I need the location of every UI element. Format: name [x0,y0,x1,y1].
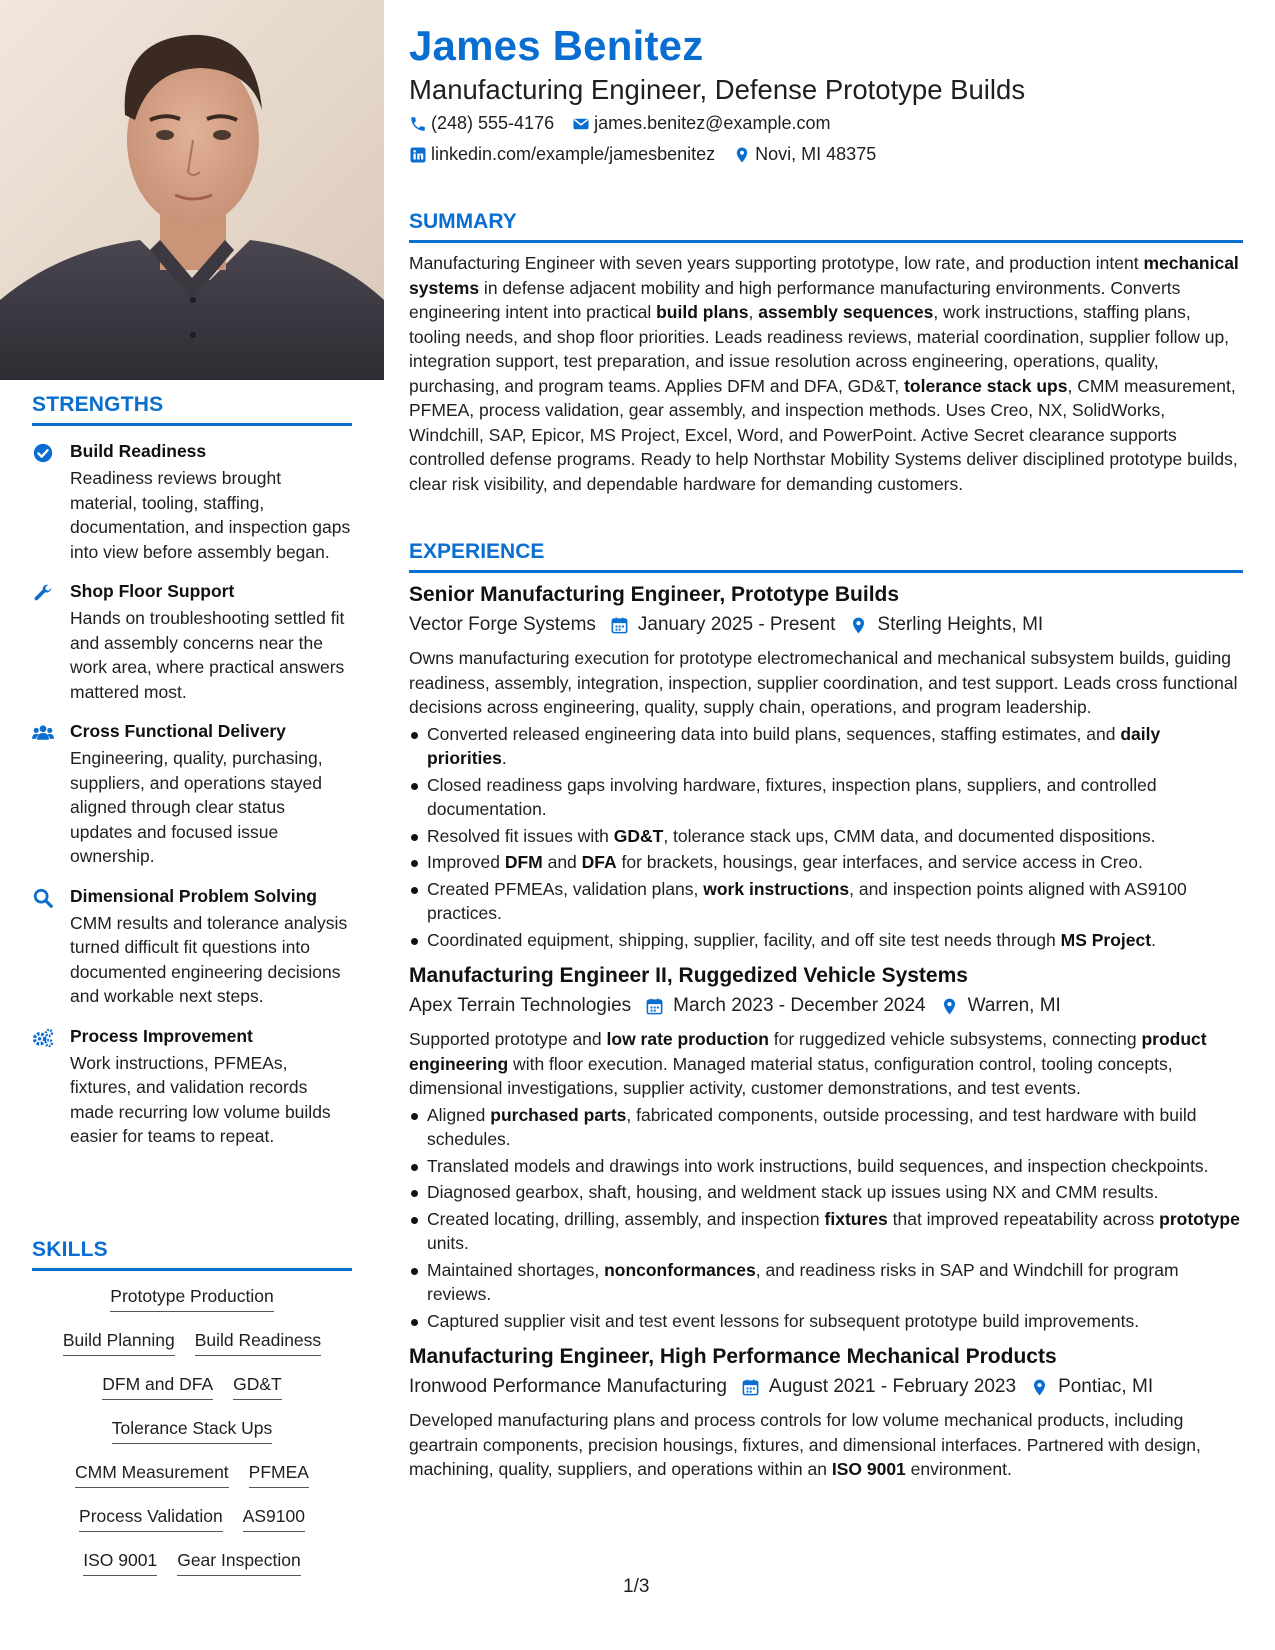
job-bullet [409,1103,1243,1152]
strength-desc: Engineering, quality, purchasing, suppliers, and operations stayed aligned through clear status updates and focused issue ownership. [70,748,323,866]
job-bullet [409,1207,1243,1256]
contact-row [409,144,894,165]
job-title: Senior Manufacturing Engineer, Prototype Builds [409,583,900,606]
job-location [849,614,1043,636]
job-bullet [409,1154,1243,1179]
bold-keyword: assembly sequences [758,302,934,322]
job-dates-text: March 2023 - December 2024 [673,995,926,1016]
strength-desc: Hands on troubleshooting settled fit and assembly concerns near the work area, where practical answers mattered most. [70,608,345,702]
users-icon [32,720,70,869]
strengths-title: STRENGTHS [32,393,164,416]
sidebar [0,0,384,1650]
job-desc-fragment: with floor execution. Managed material status, configuration control, tooling concepts, dimensional investigations, supplier activity, customer demonstrations, and test events. [409,1053,1173,1098]
linkedin-contact[interactable] [409,144,715,165]
strength-item [32,1025,352,1149]
experience-section [409,540,1243,1482]
job-bullets [409,1103,1243,1334]
job-description [409,1027,1243,1101]
job-desc-fragment: for ruggedized vehicle subsystems, connecting [768,1029,1142,1049]
job-location [940,995,1061,1017]
bullet-fragment: Closed readiness gaps involving hardware, fixtures, inspection plans, suppliers, and controlled documentation. [427,774,1157,819]
job-meta [409,1376,1243,1398]
job-company: Vector Forge Systems [409,614,596,635]
skill-row [32,1373,352,1400]
bold-keyword: purchased parts [490,1104,627,1125]
map-pin-icon [733,146,751,164]
strength-item [32,440,352,564]
job-title: Manufacturing Engineer II, Ruggedized Vehicle Systems [409,964,968,987]
bold-keyword: prototype [1159,1208,1240,1229]
job-desc-fragment: Supported prototype and [409,1029,607,1049]
bullet-fragment: Captured supplier visit and test event lessons for subsequent prototype build improvements. [427,1310,1140,1331]
phone-icon [409,115,427,133]
job-meta [409,995,1243,1017]
summary-fragment: , CMM measurement, PFMEA, process validation, gear assembly, and inspection methods. Uses Creo, NX, SolidWorks, Windchill, SAP, Epicor, MS Project, Excel, Word, and PowerPoint. Active Secret clearance supports controlled defense programs. Ready to help Northstar Mobility Systems deliver disciplined prototype builds, clear risk visibility, and dependable hardware for demanding customers. [409,375,1238,494]
map-pin-icon [849,616,868,635]
job-bullet [409,877,1243,926]
job-dates [610,614,836,636]
skill-tag: Build Planning [63,1329,175,1356]
profile-photo-image [0,0,384,380]
job-meta [409,614,1243,636]
job-entry [409,964,1243,1333]
job-description [409,1408,1243,1482]
summary-title: SUMMARY [409,210,517,233]
bullet-fragment: that improved repeatability across [887,1208,1160,1229]
job-bullet [409,928,1243,953]
bullet-fragment: . [501,748,507,768]
job-desc-fragment: Owns manufacturing execution for prototype electromechanical and mechanical subsystem builds, guiding readiness, assembly, integration, inspection, supplier coordination, and test support. Leads cross functional decisions across engineering, quality, supply chain, operations, and program leadership. [409,648,1238,717]
bold-keyword: work instructions [703,878,850,899]
bullet-fragment: , tolerance stack ups, CMM data, and documented dispositions. [663,825,1156,846]
strength-title: Cross Functional Delivery [70,721,286,741]
bold-keyword: nonconformances [604,1259,756,1280]
skill-tag: GD&T [233,1373,282,1400]
bullet-fragment: for brackets, housings, gear interfaces, and service access in Creo. [616,852,1143,872]
job-location-text: Warren, MI [967,995,1061,1016]
job-bullet [409,850,1243,875]
experience-title: EXPERIENCE [409,540,545,563]
skill-tag: Tolerance Stack Ups [112,1417,273,1444]
skill-tag: CMM Measurement [75,1461,229,1488]
skill-tag: Gear Inspection [177,1549,301,1576]
candidate-name: James Benitez [409,22,704,69]
job-dates-text: January 2025 - Present [637,614,836,635]
strength-title: Shop Floor Support [70,581,235,601]
skill-tag: AS9100 [243,1505,305,1532]
section-divider [32,423,352,426]
bold-keyword: DFA [581,852,617,872]
job-location-text: Pontiac, MI [1058,1376,1154,1397]
job-desc-fragment: environment. [905,1459,1012,1479]
bold-keyword: product engineering [409,1029,1207,1074]
bullet-fragment: . [1151,929,1156,950]
skill-row [32,1549,352,1576]
map-pin-icon [1030,1378,1049,1397]
bullet-fragment: units. [427,1233,469,1253]
envelope-icon [572,115,590,133]
job-company: Ironwood Performance Manufacturing [409,1376,727,1397]
skills-list [32,1285,352,1576]
bullet-fragment: , and readiness risks in SAP and Windchill for program reviews. [427,1259,1179,1304]
bullet-fragment: Converted released engineering data into build plans, sequences, staffing estimates, and [427,723,1121,744]
strength-title: Process Improvement [70,1025,253,1046]
jobs-list [409,583,1243,1482]
job-bullet [409,1180,1243,1205]
strength-title: Dimensional Problem Solving [70,885,317,906]
job-bullet [409,1258,1243,1307]
bold-keyword: ISO 9001 [831,1459,906,1479]
bold-keyword: MS Project [1060,929,1152,950]
bold-keyword: fixtures [824,1208,888,1229]
job-bullets [409,722,1243,953]
job-company: Apex Terrain Technologies [409,995,632,1016]
job-dates [645,995,925,1017]
summary-fragment: , work instructions, staffing plans, tooling needs, and shop floor priorities. Leads readiness reviews, material coordination, supplier follow up, integration support, test preparation, and issue resolution across engineering, operations, quality, purchasing, and program teams. Applies DFM and DFA, GD&T, [409,302,1230,396]
skill-tag: DFM and DFA [102,1373,213,1400]
bullet-fragment: , and inspection points aligned with AS9100 practices. [427,878,1187,923]
calendar-icon [645,997,664,1016]
skill-tag: ISO 9001 [83,1549,157,1576]
bold-keyword: daily priorities [427,723,1161,768]
skill-row [32,1285,352,1312]
strength-item [32,580,352,704]
job-location [1030,1376,1153,1398]
bold-keyword: mechanical systems [409,253,1239,298]
skill-tag: Build Readiness [195,1329,321,1356]
strength-desc: CMM results and tolerance analysis turned difficult fit questions into documented engineering decisions and workable next steps. [70,912,348,1006]
bullet-fragment: Created PFMEAs, validation plans, [427,878,704,899]
skill-row [32,1329,352,1356]
bold-keyword: build plans [656,302,749,322]
location-text: Novi, MI 48375 [755,144,877,164]
bold-keyword: low rate production [606,1029,769,1049]
job-description [409,646,1243,720]
summary-fragment: , [748,302,759,322]
bullet-fragment: Improved [427,852,505,872]
email-text[interactable]: james.benitez@example.com [594,113,831,133]
bold-keyword: DFM [504,852,543,872]
job-title: Manufacturing Engineer, High Performance Mechanical Products [409,1345,1057,1368]
section-divider [32,1268,352,1271]
job-bullet [409,773,1243,822]
skill-tag: PFMEA [249,1461,309,1488]
location-contact [733,144,876,165]
page-number: 1/3 [623,1576,650,1597]
job-location-text: Sterling Heights, MI [877,614,1044,635]
phone-contact [409,113,554,134]
bold-keyword: tolerance stack ups [904,375,1068,396]
phone-text: (248) 555-4176 [431,113,555,133]
skill-row [32,1417,352,1444]
section-divider [409,570,1243,573]
bullet-fragment: Aligned [427,1104,491,1125]
profile-photo [0,0,384,380]
wrench-icon [32,580,70,704]
skill-tag: Process Validation [79,1505,223,1532]
bullet-fragment: and [542,852,582,872]
strength-desc: Readiness reviews brought material, tooling, staffing, documentation, and inspection gaps into view before assembly began. [70,468,351,562]
job-dates-text: August 2021 - February 2023 [768,1376,1017,1397]
job-bullet [409,824,1243,849]
bullet-fragment: Maintained shortages, [427,1259,605,1280]
summary-text [409,251,1243,496]
strength-item [32,885,352,1009]
bullet-fragment: Resolved fit issues with [427,825,614,846]
strength-desc: Work instructions, PFMEAs, fixtures, and validation records made recurring low volume builds easier for teams to repeat. [70,1052,331,1146]
linkedin-icon [409,146,427,164]
job-entry [409,583,1243,952]
email-contact[interactable] [572,113,830,134]
strength-item [32,720,352,869]
job-desc-fragment: Developed manufacturing plans and process controls for low volume mechanical products, including geartrain components, precision housings, fixtures, and dimensional interfaces. Partnered with design, machining, quality, suppliers, and operations within an [409,1410,1201,1479]
linkedin-text[interactable]: linkedin.com/example/jamesbenitez [431,144,716,164]
skills-title: SKILLS [32,1238,108,1261]
contact-row [409,113,848,134]
summary-fragment: in defense adjacent mobility and high performance manufacturing environments. Converts engineering intent into practical [409,277,1181,322]
calendar-icon [741,1378,760,1397]
bullet-fragment: Translated models and drawings into work instructions, build sequences, and inspection checkpoints. [427,1155,1209,1176]
skills-section [32,1238,352,1593]
bullet-fragment: Diagnosed gearbox, shaft, housing, and weldment stack up issues using NX and CMM results. [427,1182,1159,1202]
skill-row [32,1505,352,1532]
check-circle-icon [32,440,70,564]
job-entry [409,1345,1243,1482]
bullet-fragment: , fabricated components, outside processing, and test hardware with build schedules. [427,1104,1197,1149]
job-bullet [409,722,1243,771]
job-dates [741,1376,1016,1398]
bold-keyword: GD&T [613,825,664,846]
skill-row [32,1461,352,1488]
skill-tag: Prototype Production [110,1285,273,1312]
strength-title: Build Readiness [70,441,207,461]
summary-fragment: Manufacturing Engineer with seven years supporting prototype, low rate, and production intent [409,253,1144,273]
strengths-section [32,393,352,1149]
candidate-headline: Manufacturing Engineer, Defense Prototype Builds [409,74,1026,105]
bullet-fragment: Created locating, drilling, assembly, and inspection [427,1208,825,1229]
search-icon [32,885,70,1009]
map-pin-icon [940,997,959,1016]
bullet-fragment: Coordinated equipment, shipping, supplier, facility, and off site test needs through [427,929,1061,950]
section-divider [409,240,1243,243]
calendar-icon [610,616,629,635]
job-bullet [409,1309,1243,1334]
gears-icon [32,1025,70,1149]
summary-section [409,210,1243,496]
